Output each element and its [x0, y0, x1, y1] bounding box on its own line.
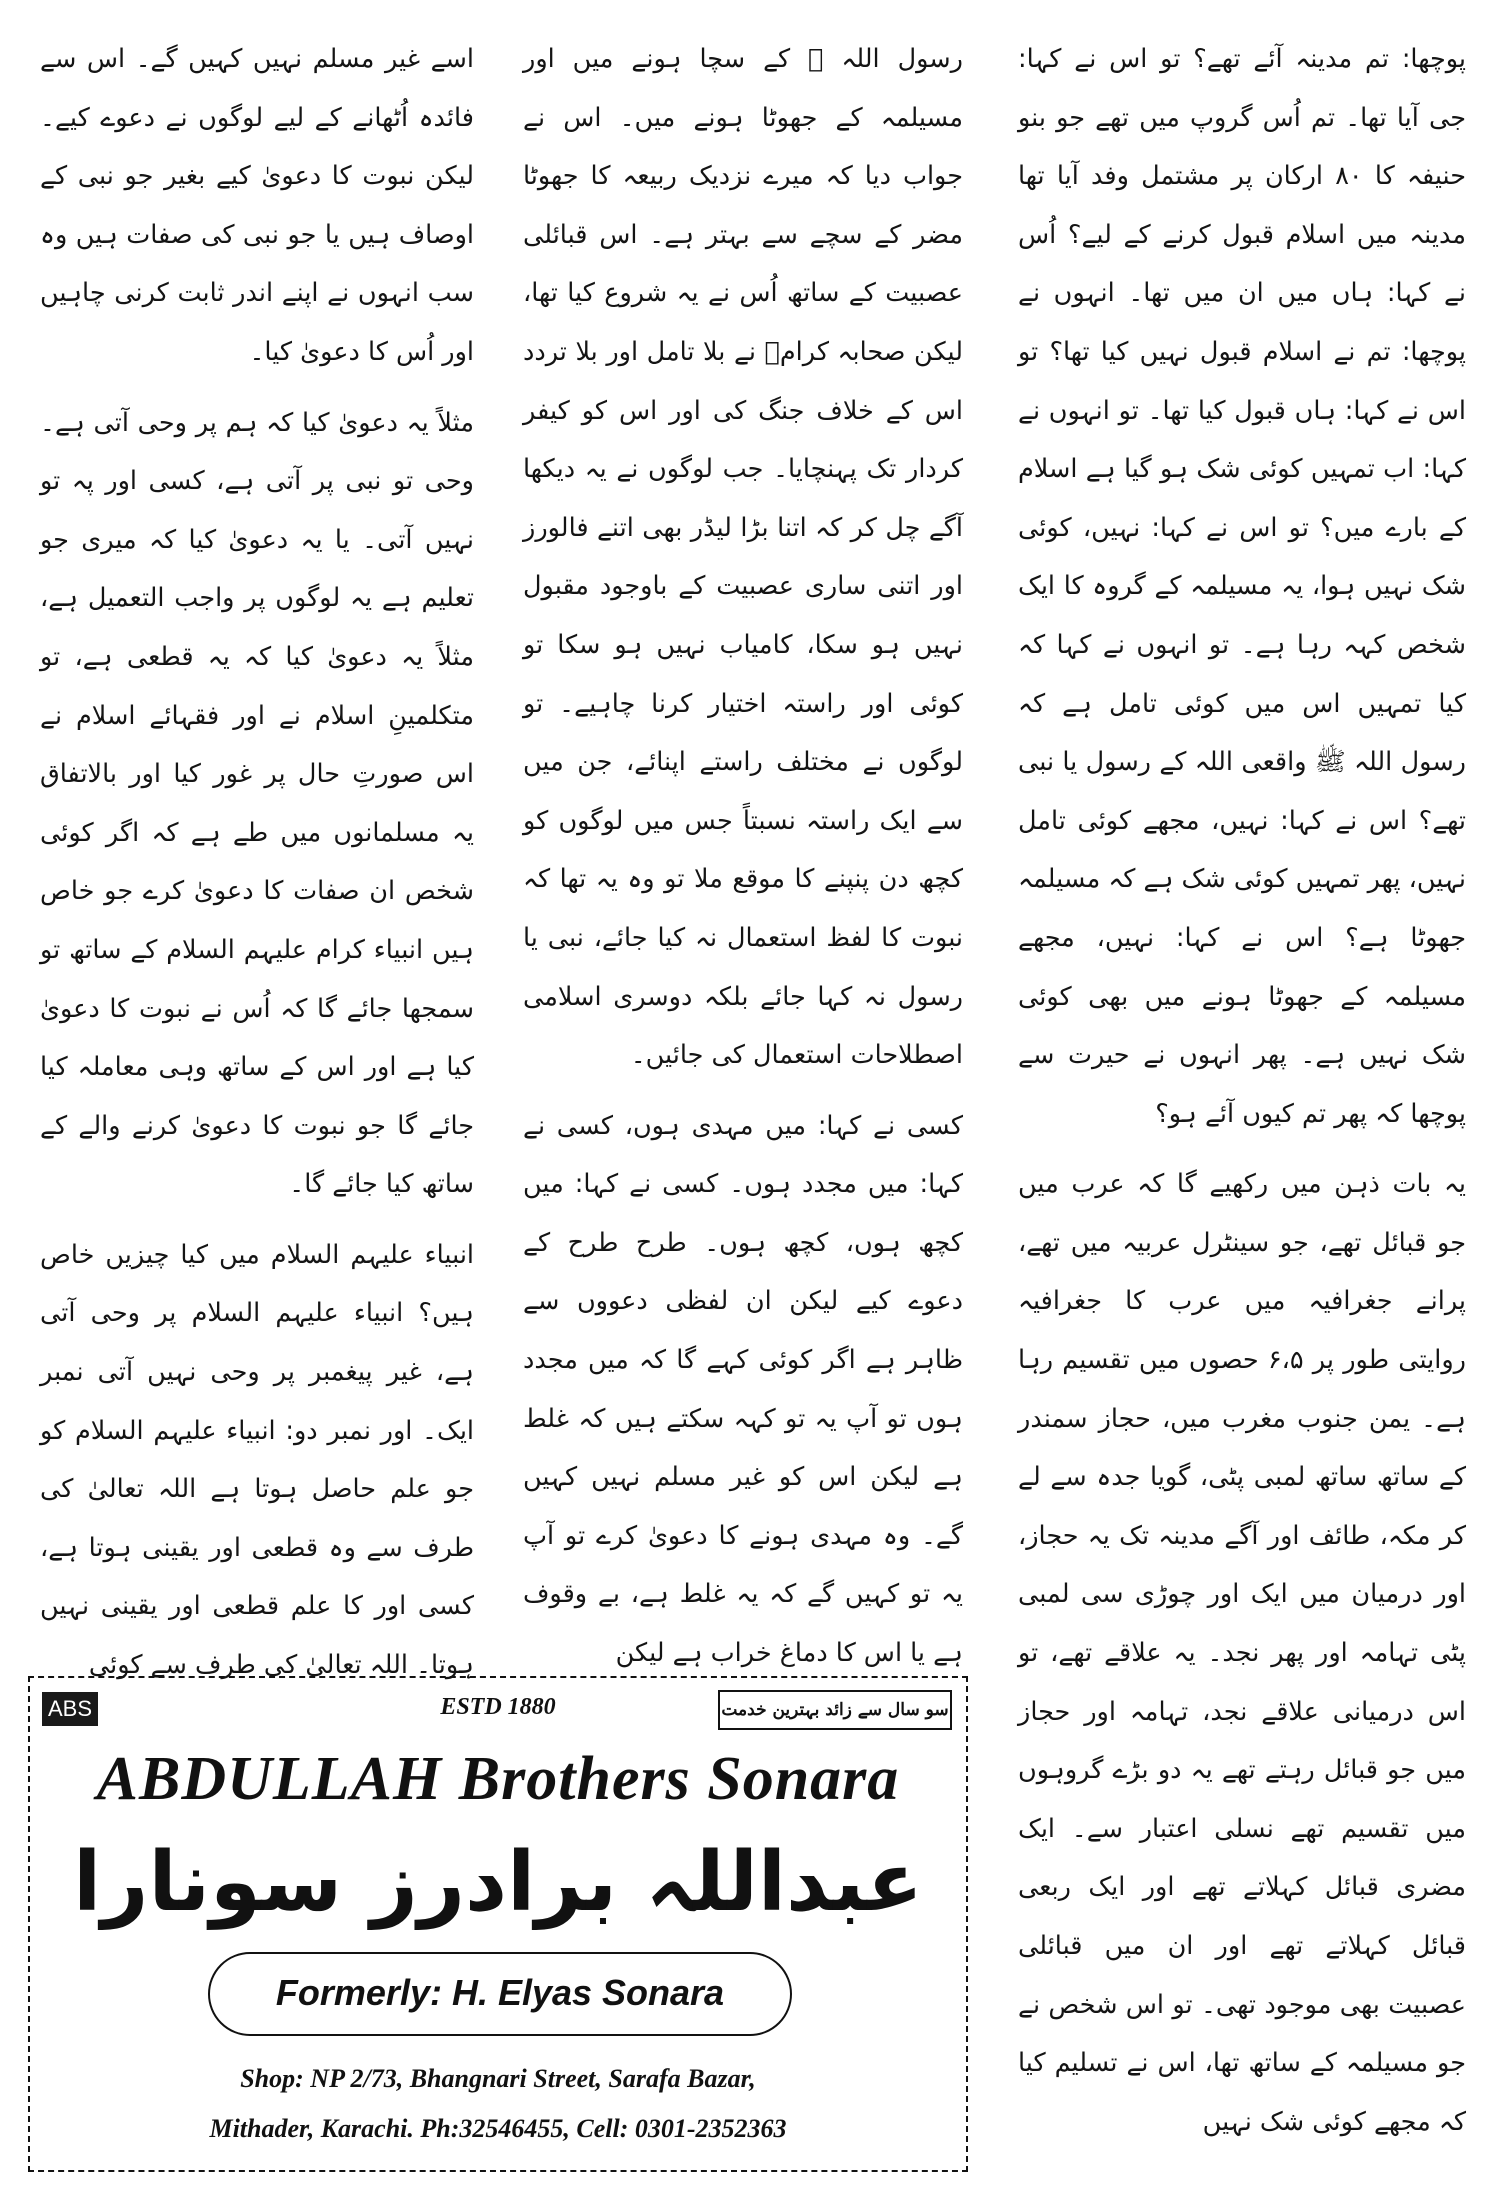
formerly-name: Formerly: H. Elyas Sonara: [208, 1952, 792, 2036]
article-column-right: [1018, 30, 1466, 2151]
paragraph: انبیاء علیہم السلام میں کیا چیزیں خاص ہیں؟ انبیاء علیہم السلام پر وحی آتی ہے، غیر پیغمبر پر وحی نہیں آتی نمبر ایک۔ اور نمبر دو: انبیاء علیہم السلام کو جو علم حاصل ہوتا ہے اللہ تعالیٰ کی طرف سے وہ قطعی اور یقینی ہوتا ہے، کسی اور کا علم قطعی اور یقینی نہیں ہوتا۔ اللہ تعالیٰ کی طرف سے کوئی: [40, 1239, 474, 1681]
paragraph: مثلاً یہ دعویٰ کیا کہ ہم پر وحی آتی ہے۔ وحی تو نبی پر آتی ہے، کسی اور پہ تو نہیں آتی۔ یا یہ دعویٰ کیا کہ میری جو تعلیم ہے یہ لوگوں پر واجب التعمیل ہے، مثلاً یہ دعویٰ کیا کہ یہ قطعی ہے، تو متکلمینِ اسلام نے اور فقہائے اسلام نے اس صورتِ حال پر غور کیا اور بالاتفاق یہ مسلمانوں میں طے ہے کہ اگر کوئی شخص ان صفات کا دعویٰ کرے جو خاص ہیں انبیاء کرام علیہم السلام کے ساتھ تو سمجھا جائے گا کہ اُس نے نبوت کا دعویٰ کیا ہے اور اس کے ساتھ وہی معاملہ کیا جائے گا جو نبوت کا دعویٰ کرنے والے کے ساتھ کیا جائے گا۔: [40, 407, 474, 1200]
shop-name-urdu: عبداللہ برادرز سونارا: [73, 1835, 923, 1930]
jeweller-advertisement: [28, 1676, 968, 2172]
paragraph: پوچھا: تم مدینہ آئے تھے؟ تو اس نے کہا: جی آیا تھا۔ تم اُس گروپ میں تھے جو بنو حنیفہ کا ۸۰ ارکان پر مشتمل وفد آیا تھا مدینہ میں اسلام قبول کرنے کے لیے؟ اُس نے کہا: ہاں میں ان میں تھا۔ انہوں نے پوچھا: تم نے اسلام قبول نہیں کیا تھا؟ تو اس نے کہا: ہاں قبول کیا تھا۔ تو انہوں نے کہا: اب تمہیں کوئی شک ہو گیا ہے اسلام کے بارے میں؟ تو اس نے کہا: نہیں، کوئی شک نہیں ہوا، یہ مسیلمہ کے گروہ کا ایک شخص کہہ رہا ہے۔ تو انہوں نے کہا کہ کیا تمہیں اس میں کوئی تامل ہے کہ رسول اللہ ﷺ واقعی اللہ کے رسول یا نبی تھے؟ اس نے کہا: نہیں، مجھے کوئی تامل نہیں، پھر تمہیں کوئی شک ہے کہ مسیلمہ جھوٹا ہے؟ اس نے کہا: نہیں، مجھے مسیلمہ کے جھوٹا ہونے میں بھی کوئی شک نہیں ہے۔ پھر انہوں نے حیرت سے پوچھا کہ پھر تم کیوں آئے ہو؟: [1018, 44, 1466, 1129]
shop-address: Shop: NP 2/73, Bhangnari Street, Sarafa Bazar,: [240, 2064, 756, 2093]
shop-name-english: ABDULLAH Brothers Sonara: [96, 1745, 900, 1813]
paragraph: اسے غیر مسلم نہیں کہیں گے۔ اس سے فائدہ اُٹھانے کے لیے لوگوں نے دعوے کیے۔ لیکن نبوت کا دعویٰ کیے بغیر جو نبی کے اوصاف ہیں یا جو نبی کی صفات ہیں وہ سب انہوں نے اپنے اندر ثابت کرنی چاہیں اور اُس کا دعویٰ کیا۔: [40, 44, 474, 367]
paragraph: یہ بات ذہن میں رکھیے گا کہ عرب میں جو قبائل تھے، جو سینٹرل عربیہ میں تھے، پرانے جغرافیہ میں عرب کا جغرافیہ روایتی طور پر ۶،۵ حصوں میں تقسیم رہا ہے۔ یمن جنوب مغرب میں، حجاز سمندر کے ساتھ ساتھ لمبی پٹی، گویا جدہ سے لے کر مکہ، طائف اور آگے مدینہ تک یہ حجاز، اور درمیان میں ایک اور چوڑی سی لمبی پٹی تہامہ اور پھر نجد۔ یہ علاقے تھے، تو اس درمیانی علاقے نجد، تہامہ اور حجاز میں جو قبائل رہتے تھے یہ دو بڑے گروہوں میں تقسیم تھے نسلی اعتبار سے۔ ایک مضری قبائل کہلاتے تھے اور ایک ربعی قبائل کہلاتے تھے اور ان میں قبائلی عصبیت بھی موجود تھی۔ تو اس شخص نے جو مسیلمہ کے ساتھ تھا، اس نے تسلیم کیا کہ مجھے کوئی شک نہیں: [1018, 1169, 1466, 2137]
service-tagline: سو سال سے زائد بہترین خدمت: [718, 1690, 952, 1730]
article-column-left: [40, 30, 474, 1680]
established-year: ESTD 1880: [440, 1694, 556, 1720]
paragraph: رسول اللہ ﷺ کے سچا ہونے میں اور مسیلمہ کے جھوٹا ہونے میں۔ اس نے جواب دیا کہ میرے نزدیک ربیعہ کا جھوٹا مضر کے سچے سے بہتر ہے۔ اس قبائلی عصبیت کے ساتھ اُس نے یہ شروع کیا تھا، لیکن صحابہ کرامؓ نے بلا تامل اور بلا تردد اس کے خلاف جنگ کی اور اس کو کیفر کردار تک پہنچایا۔ جب لوگوں نے یہ دیکھا آگے چل کر کہ اتنا بڑا لیڈر بھی اتنے فالورز اور اتنی ساری عصبیت کے باوجود مقبول نہیں ہو سکا، کامیاب نہیں ہو سکا تو کوئی اور راستہ اختیار کرنا چاہیے۔ تو لوگوں نے مختلف راستے اپنائے، جن میں سے ایک راستہ نسبتاً جس میں لوگوں کو کچھ دن پنپنے کا موقع ملا تو وہ یہ تھا کہ نبوت کا لفظ استعمال نہ کیا جائے، نبی یا رسول نہ کہا جائے بلکہ دوسری اسلامی اصطلاحات استعمال کی جائیں۔: [523, 44, 963, 1071]
abs-badge: ABS: [42, 1692, 98, 1726]
article-column-middle: [523, 30, 963, 1680]
shop-contact: Mithader, Karachi. Ph:32546455, Cell: 0301-2352363: [209, 2114, 787, 2143]
paragraph: کسی نے کہا: میں مہدی ہوں، کسی نے کہا: میں مجدد ہوں۔ کسی نے کہا: میں کچھ ہوں، کچھ ہوں۔ طرح طرح کے دعوے کیے لیکن ان لفظی دعووں سے ظاہر ہے اگر کوئی کہے گا کہ میں مجدد ہوں تو آپ یہ تو کہہ سکتے ہیں کہ غلط ہے لیکن اس کو غیر مسلم نہیں کہیں گے۔ وہ مہدی ہونے کا دعویٰ کرے تو آپ یہ تو کہیں گے کہ یہ غلط ہے، بے وقوف ہے یا اس کا دماغ خراب ہے لیکن: [523, 1110, 963, 1669]
